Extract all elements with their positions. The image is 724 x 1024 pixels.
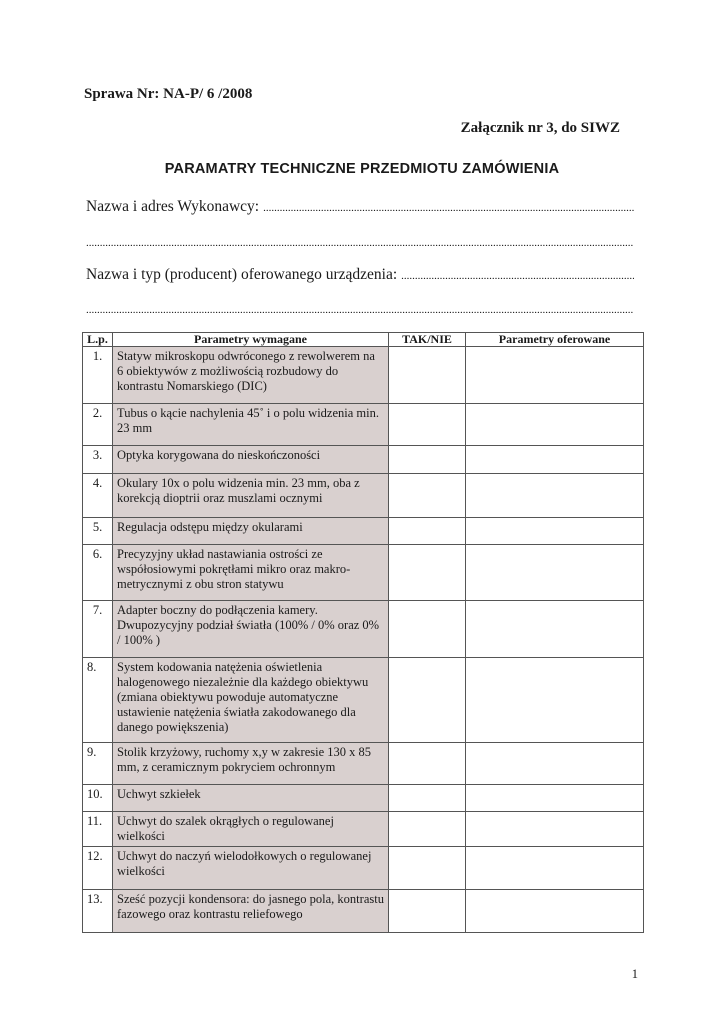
offered-parameter-cell[interactable] (466, 785, 644, 812)
required-parameter: Uchwyt do szalek okrągłych o regulowanej wielkości (113, 812, 389, 847)
table-row (83, 404, 644, 446)
contractor-continuation-line (86, 233, 634, 251)
table-row (83, 518, 644, 545)
offered-parameter-cell[interactable] (466, 404, 644, 446)
offered-parameter-cell[interactable] (466, 446, 644, 474)
offered-parameter-cell[interactable] (466, 518, 644, 545)
table-row (83, 812, 644, 847)
yes-no-cell[interactable] (389, 890, 466, 933)
row-number: 3. (83, 446, 113, 474)
table-row (83, 446, 644, 474)
offered-parameter-cell[interactable] (466, 743, 644, 785)
device-continuation-line (86, 300, 634, 318)
offered-parameter-cell[interactable] (466, 658, 644, 743)
page-number: 1 (631, 967, 638, 981)
column-header-yes-no: TAK/NIE (389, 333, 466, 347)
contractor-continuation-dots (86, 233, 634, 251)
yes-no-cell[interactable] (389, 545, 466, 601)
table-row (83, 847, 644, 890)
yes-no-cell[interactable] (389, 785, 466, 812)
required-parameter: Statyw mikroskopu odwróconego z rewolwerem na 6 obiektywów z możliwością rozbudowy do kontrastu Nomarskiego (DIC) (113, 347, 389, 404)
required-parameter: Uchwyt do naczyń wielodołkowych o regulowanej wielkości (113, 847, 389, 890)
device-continuation-dots (86, 300, 634, 318)
document-title: PARAMATRY TECHNICZNE PRZEDMIOTU ZAMÓWIENIA (164, 161, 560, 177)
row-number: 6. (83, 545, 113, 601)
required-parameter: Stolik krzyżowy, ruchomy x,y w zakresie 130 x 85 mm, z ceramicznym pokryciem ochronnym (113, 743, 389, 785)
case-number: Sprawa Nr: NA-P/ 6 /2008 (84, 86, 253, 102)
parameters-table (82, 332, 644, 933)
table-row (83, 743, 644, 785)
offered-parameter-cell[interactable] (466, 812, 644, 847)
yes-no-cell[interactable] (389, 347, 466, 404)
row-number: 7. (83, 601, 113, 658)
yes-no-cell[interactable] (389, 658, 466, 743)
table-header-row (83, 333, 644, 347)
yes-no-cell[interactable] (389, 404, 466, 446)
offered-parameter-cell[interactable] (466, 545, 644, 601)
row-number: 8. (83, 658, 113, 743)
table-row (83, 890, 644, 933)
table-row (83, 658, 644, 743)
offered-parameter-cell[interactable] (466, 847, 644, 890)
yes-no-cell[interactable] (389, 812, 466, 847)
required-parameter: Tubus o kącie nachylenia 45˚ i o polu widzenia min. 23 mm (113, 404, 389, 446)
column-header-lp: L.p. (83, 333, 113, 347)
column-header-required: Parametry wymagane (113, 333, 389, 347)
row-number: 11. (83, 812, 113, 847)
yes-no-cell[interactable] (389, 474, 466, 518)
device-fill-dots (401, 266, 634, 284)
table-row (83, 545, 644, 601)
row-number: 13. (83, 890, 113, 933)
table-row (83, 347, 644, 404)
device-label: Nazwa i typ (producent) oferowanego urządzenia: (86, 266, 398, 283)
offered-parameter-cell[interactable] (466, 890, 644, 933)
contractor-fill-dots (263, 198, 634, 216)
contractor-line (86, 198, 634, 216)
required-parameter: Okulary 10x o polu widzenia min. 23 mm, oba z korekcją dioptrii oraz muszlami ocznymi (113, 474, 389, 518)
device-line (86, 266, 634, 284)
required-parameter: Uchwyt szkiełek (113, 785, 389, 812)
required-parameter: Optyka korygowana do nieskończoności (113, 446, 389, 474)
contractor-label: Nazwa i adres Wykonawcy: (86, 198, 260, 215)
row-number: 5. (83, 518, 113, 545)
row-number: 4. (83, 474, 113, 518)
row-number: 10. (83, 785, 113, 812)
required-parameter: Precyzyjny układ nastawiania ostrości ze współosiowymi pokrętłami mikro oraz makro-metrycznymi z obu stron statywu (113, 545, 389, 601)
yes-no-cell[interactable] (389, 518, 466, 545)
required-parameter: Regulacja odstępu między okularami (113, 518, 389, 545)
table-row (83, 474, 644, 518)
table-row (83, 785, 644, 812)
row-number: 9. (83, 743, 113, 785)
yes-no-cell[interactable] (389, 446, 466, 474)
yes-no-cell[interactable] (389, 847, 466, 890)
row-number: 12. (83, 847, 113, 890)
yes-no-cell[interactable] (389, 601, 466, 658)
required-parameter: Adapter boczny do podłączenia kamery. Dwupozycyjny podział światła (100% / 0% oraz 0% / 100% ) (113, 601, 389, 658)
yes-no-cell[interactable] (389, 743, 466, 785)
offered-parameter-cell[interactable] (466, 347, 644, 404)
column-header-offered: Parametry oferowane (466, 333, 644, 347)
row-number: 1. (83, 347, 113, 404)
table-row (83, 601, 644, 658)
required-parameter: System kodowania natężenia oświetlenia halogenowego niezależnie dla każdego obiektywu (zmiana obiektywu powoduje automatyczne ustawienie natężenia światła zakodowanego dla danego powiększenia) (113, 658, 389, 743)
required-parameter: Sześć pozycji kondensora: do jasnego pola, kontrastu fazowego oraz kontrastu reliefowego (113, 890, 389, 933)
offered-parameter-cell[interactable] (466, 474, 644, 518)
row-number: 2. (83, 404, 113, 446)
offered-parameter-cell[interactable] (466, 601, 644, 658)
attachment-label: Załącznik nr 3, do SIWZ (460, 120, 620, 136)
